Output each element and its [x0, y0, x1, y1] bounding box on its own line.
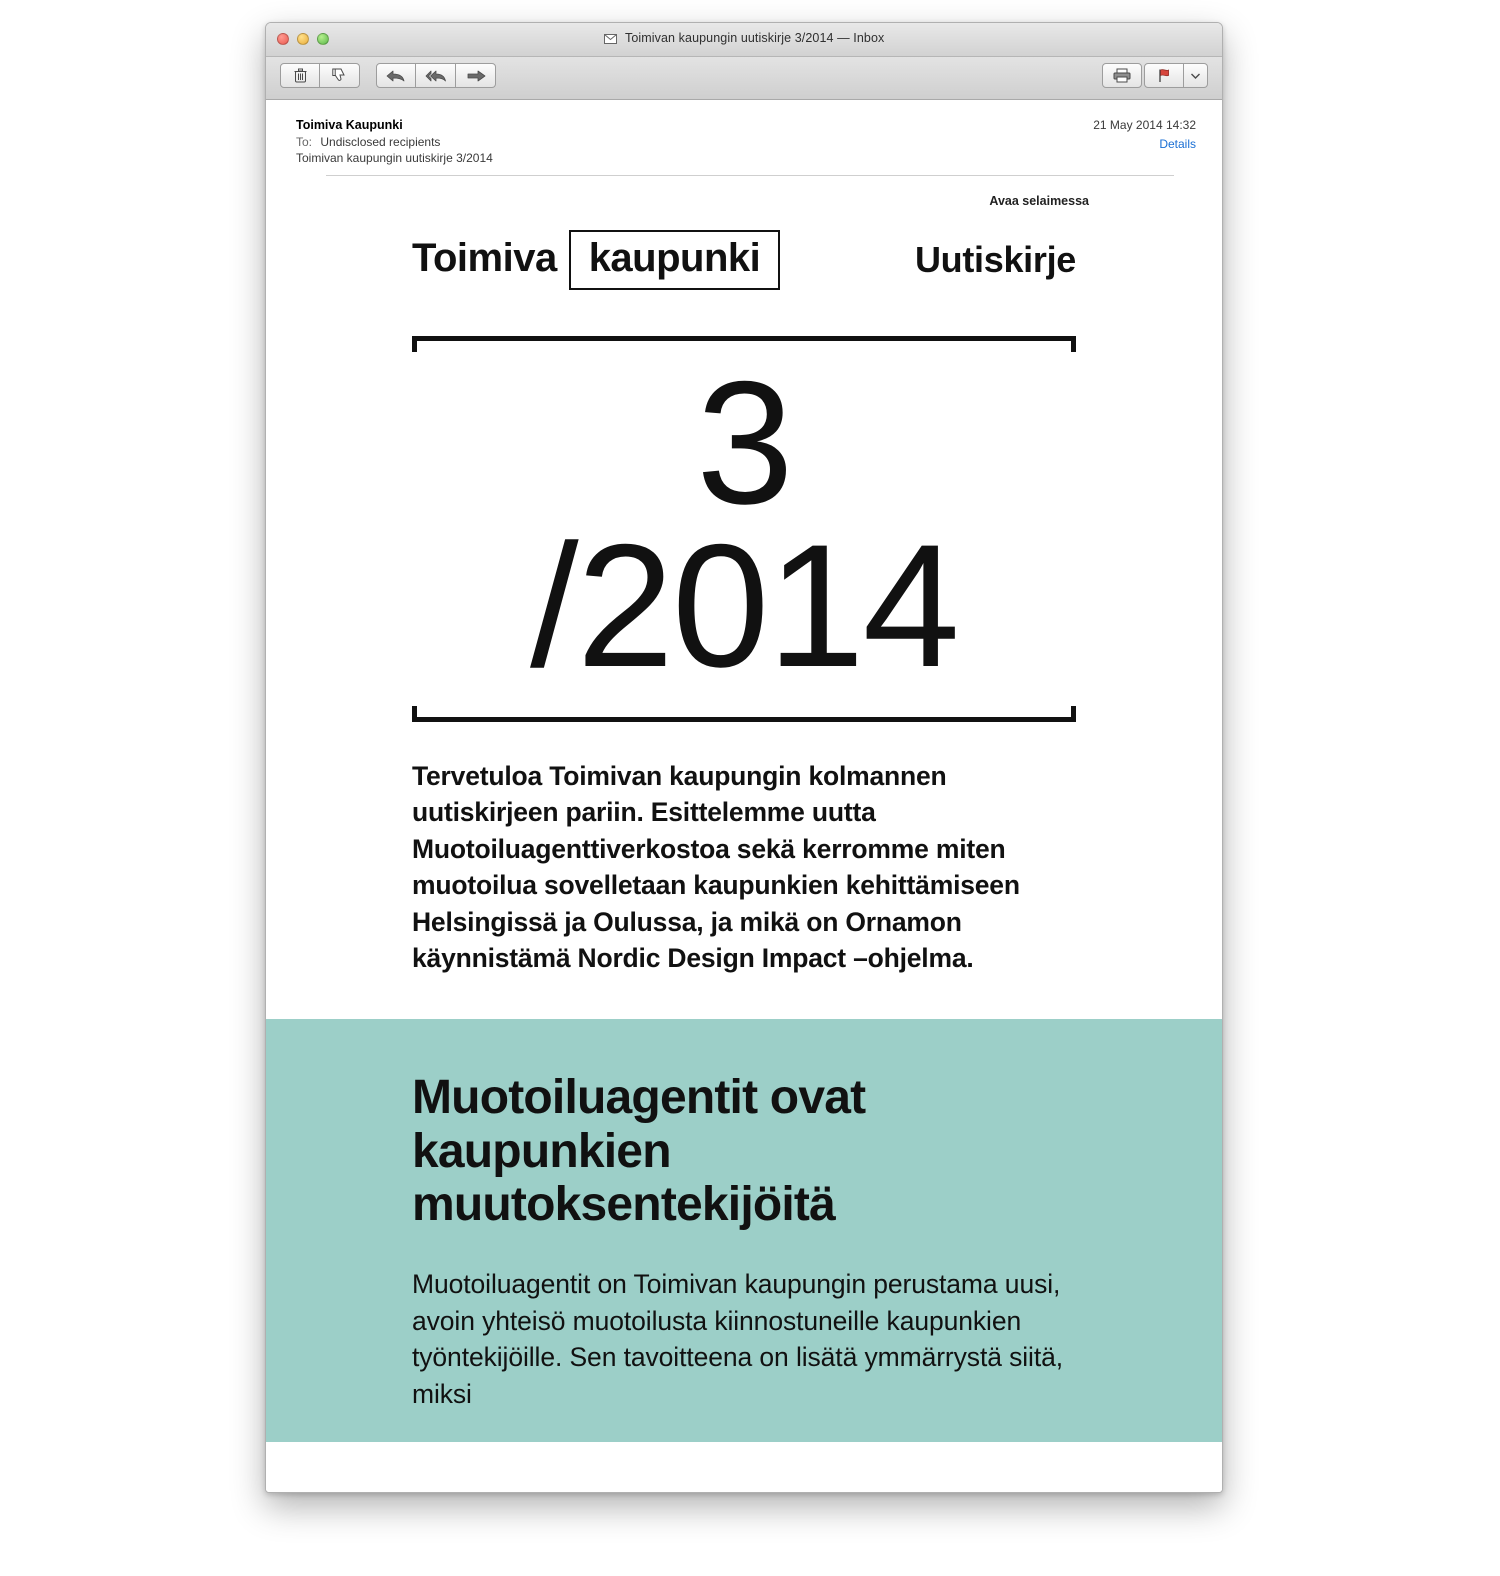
issue-number-line1: 3 [696, 346, 792, 541]
mail-window [265, 22, 1223, 1493]
issue-rule-bottom [412, 717, 1076, 722]
details-link[interactable]: Details [1159, 137, 1196, 151]
flag-button[interactable] [1144, 63, 1184, 88]
chevron-down-icon [1191, 73, 1200, 79]
article-heading: Muotoiluagentit ovat kaupunkien muutoksentekijöitä [412, 1070, 866, 1232]
article-body: Muotoiluagentit on Toimivan kaupungin perustama uusi, avoin yhteisö muotoilusta kiinnostuneille kaupunkien työntekijöille. Sen tavoitteena on lisätä ymmärrystä siitä, miksi [412, 1269, 1064, 1409]
brand-logo [412, 230, 780, 290]
reply-all-arrow-icon [425, 69, 447, 83]
window-titlebar[interactable] [266, 23, 1222, 57]
issue-number-line2: /2014 [530, 508, 958, 704]
logo-word-kaupunki: kaupunki [569, 230, 781, 290]
header-divider [326, 175, 1174, 176]
delete-button[interactable] [280, 63, 320, 88]
forward-button[interactable] [456, 63, 496, 88]
flag-icon [1157, 68, 1172, 83]
open-in-browser-link[interactable]: Avaa selaimessa [989, 194, 1089, 208]
trash-icon [294, 68, 307, 83]
flag-group [1144, 63, 1208, 88]
to-label: To: [296, 135, 313, 149]
mail-toolbar [266, 57, 1222, 100]
issue-number-block [412, 336, 1076, 722]
newsletter-title: Uutiskirje [914, 239, 1076, 280]
reply-group [376, 63, 496, 88]
recipient-line [296, 135, 1198, 149]
issue-rule-top [412, 336, 1076, 341]
message-header [266, 100, 1222, 186]
window-title-text: Toimivan kaupungin uutiskirje 3/2014 — Inbox [624, 31, 885, 45]
print-button[interactable] [1102, 63, 1142, 88]
newsletter-masthead [412, 230, 1076, 290]
reply-button[interactable] [376, 63, 416, 88]
print-group [1102, 63, 1142, 88]
header-right [1093, 118, 1196, 151]
reply-arrow-icon [386, 69, 406, 83]
issue-number [412, 341, 1076, 717]
message-body [266, 186, 1222, 1493]
junk-button[interactable] [320, 63, 360, 88]
sender-name: Toimiva Kaupunki [296, 118, 403, 132]
delete-group [280, 63, 360, 88]
window-title [266, 31, 1222, 47]
reply-all-button[interactable] [416, 63, 456, 88]
message-date: 21 May 2014 14:32 [1093, 118, 1196, 132]
flag-menu-button[interactable] [1184, 63, 1208, 88]
newsletter-top [266, 230, 1222, 977]
article-section [266, 1019, 1222, 1443]
newsletter-intro: Tervetuloa Toimivan kaupungin kolmannen uutiskirjeen pariin. Esittelemme uutta Muotoiluagenttiverkostoa sekä kerromme miten muotoilua sovelletaan kaupunkien kehittämiseen Helsingissä ja Oulussa, ja mikä on Ornamon käynnistämä Nordic Design Impact –ohjelma. [412, 760, 1020, 974]
forward-arrow-icon [466, 69, 486, 83]
subject-line: Toimivan kaupungin uutiskirje 3/2014 [296, 151, 493, 165]
envelope-icon [604, 33, 617, 47]
thumbs-down-icon [332, 68, 347, 83]
printer-icon [1113, 68, 1131, 83]
logo-word-toimiva: Toimiva [412, 236, 557, 280]
to-value: Undisclosed recipients [320, 135, 441, 149]
